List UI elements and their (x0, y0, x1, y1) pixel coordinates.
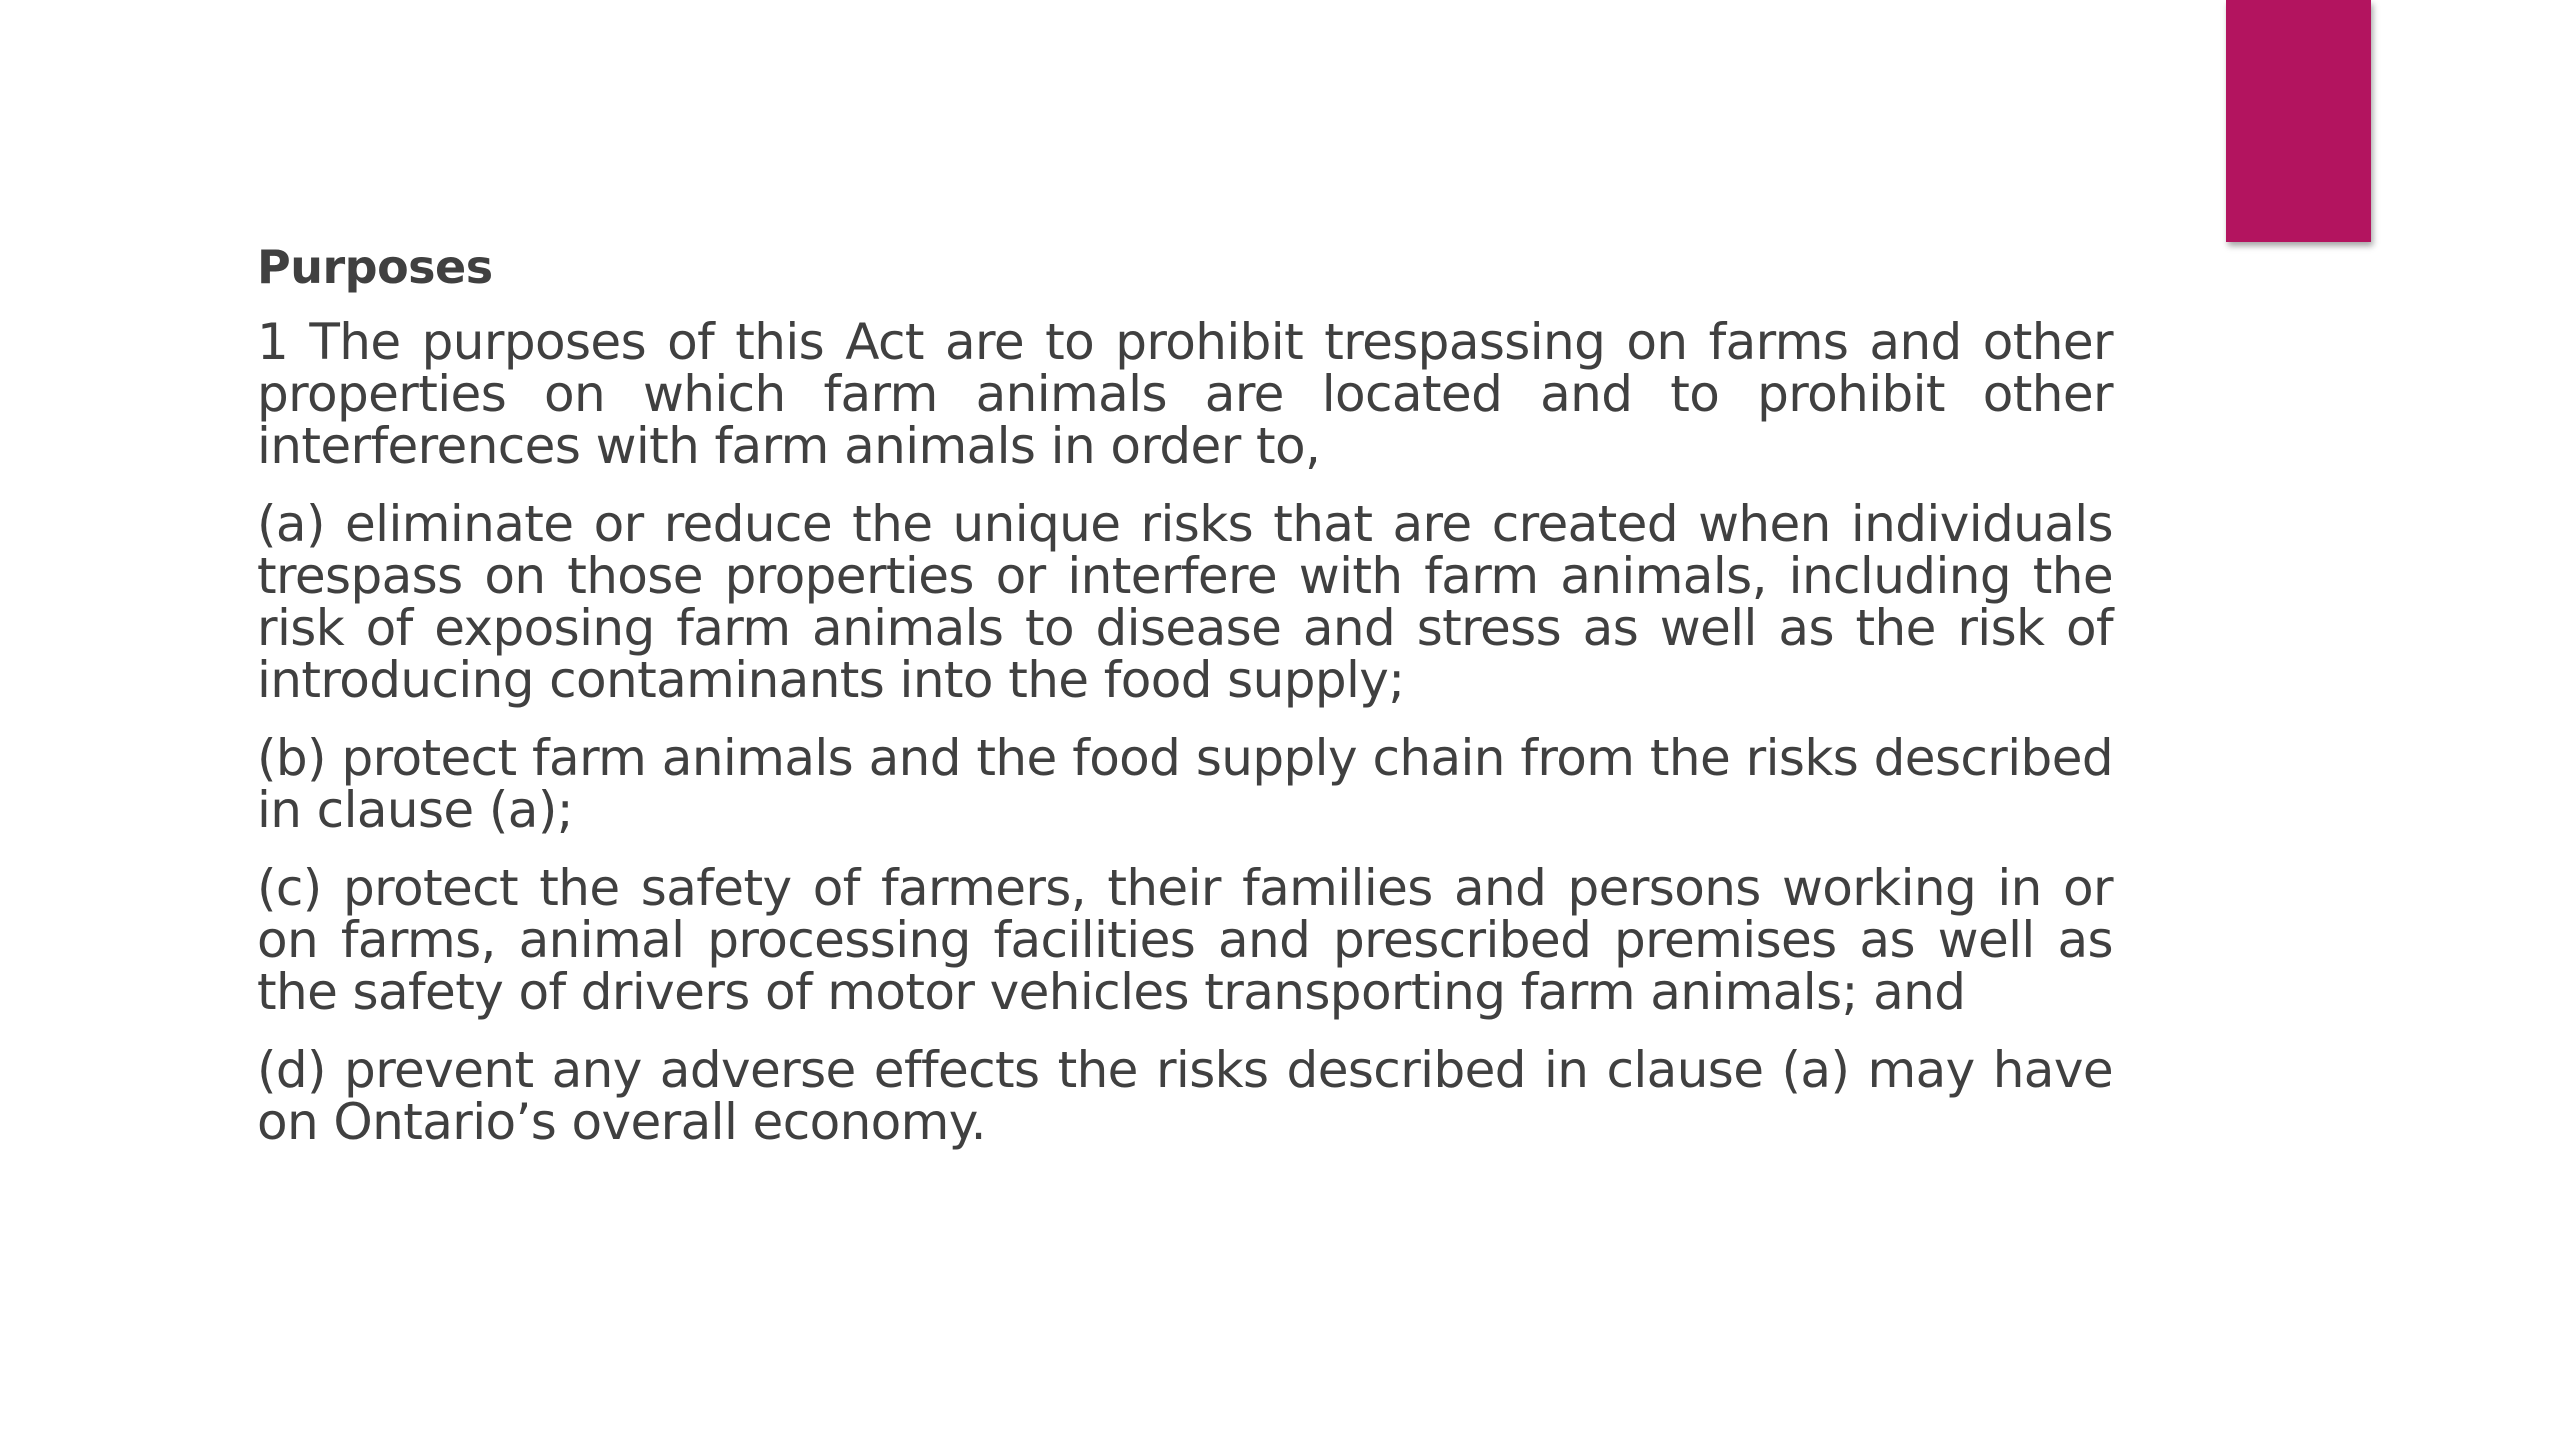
clause-b-paragraph: (b) protect farm animals and the food supply chain from the risks described in clause (a); (257, 729, 2113, 839)
clause-c-paragraph: (c) protect the safety of farmers, their families and persons working in or on farms, animal processing facilities and prescribed premises as well as the safety of drivers of motor vehicles transporting farm animals; and (257, 859, 2113, 1021)
slide-heading: Purposes (257, 240, 493, 294)
purpose-intro-paragraph: 1 The purposes of this Act are to prohibit trespassing on farms and other properties on which farm animals are located and to prohibit other interferences with farm animals in order to, (257, 313, 2113, 475)
clause-d-paragraph: (d) prevent any adverse effects the risks described in clause (a) may have on Ontario’s overall economy. (257, 1041, 2113, 1151)
slide-content (257, 238, 2113, 1174)
clause-a-paragraph: (a) eliminate or reduce the unique risks that are created when individuals trespass on those properties or interfere with farm animals, including the risk of exposing farm animals to disease and stress as well as the risk of introducing contaminants into the food supply; (257, 495, 2113, 709)
accent-tab (2226, 0, 2371, 242)
